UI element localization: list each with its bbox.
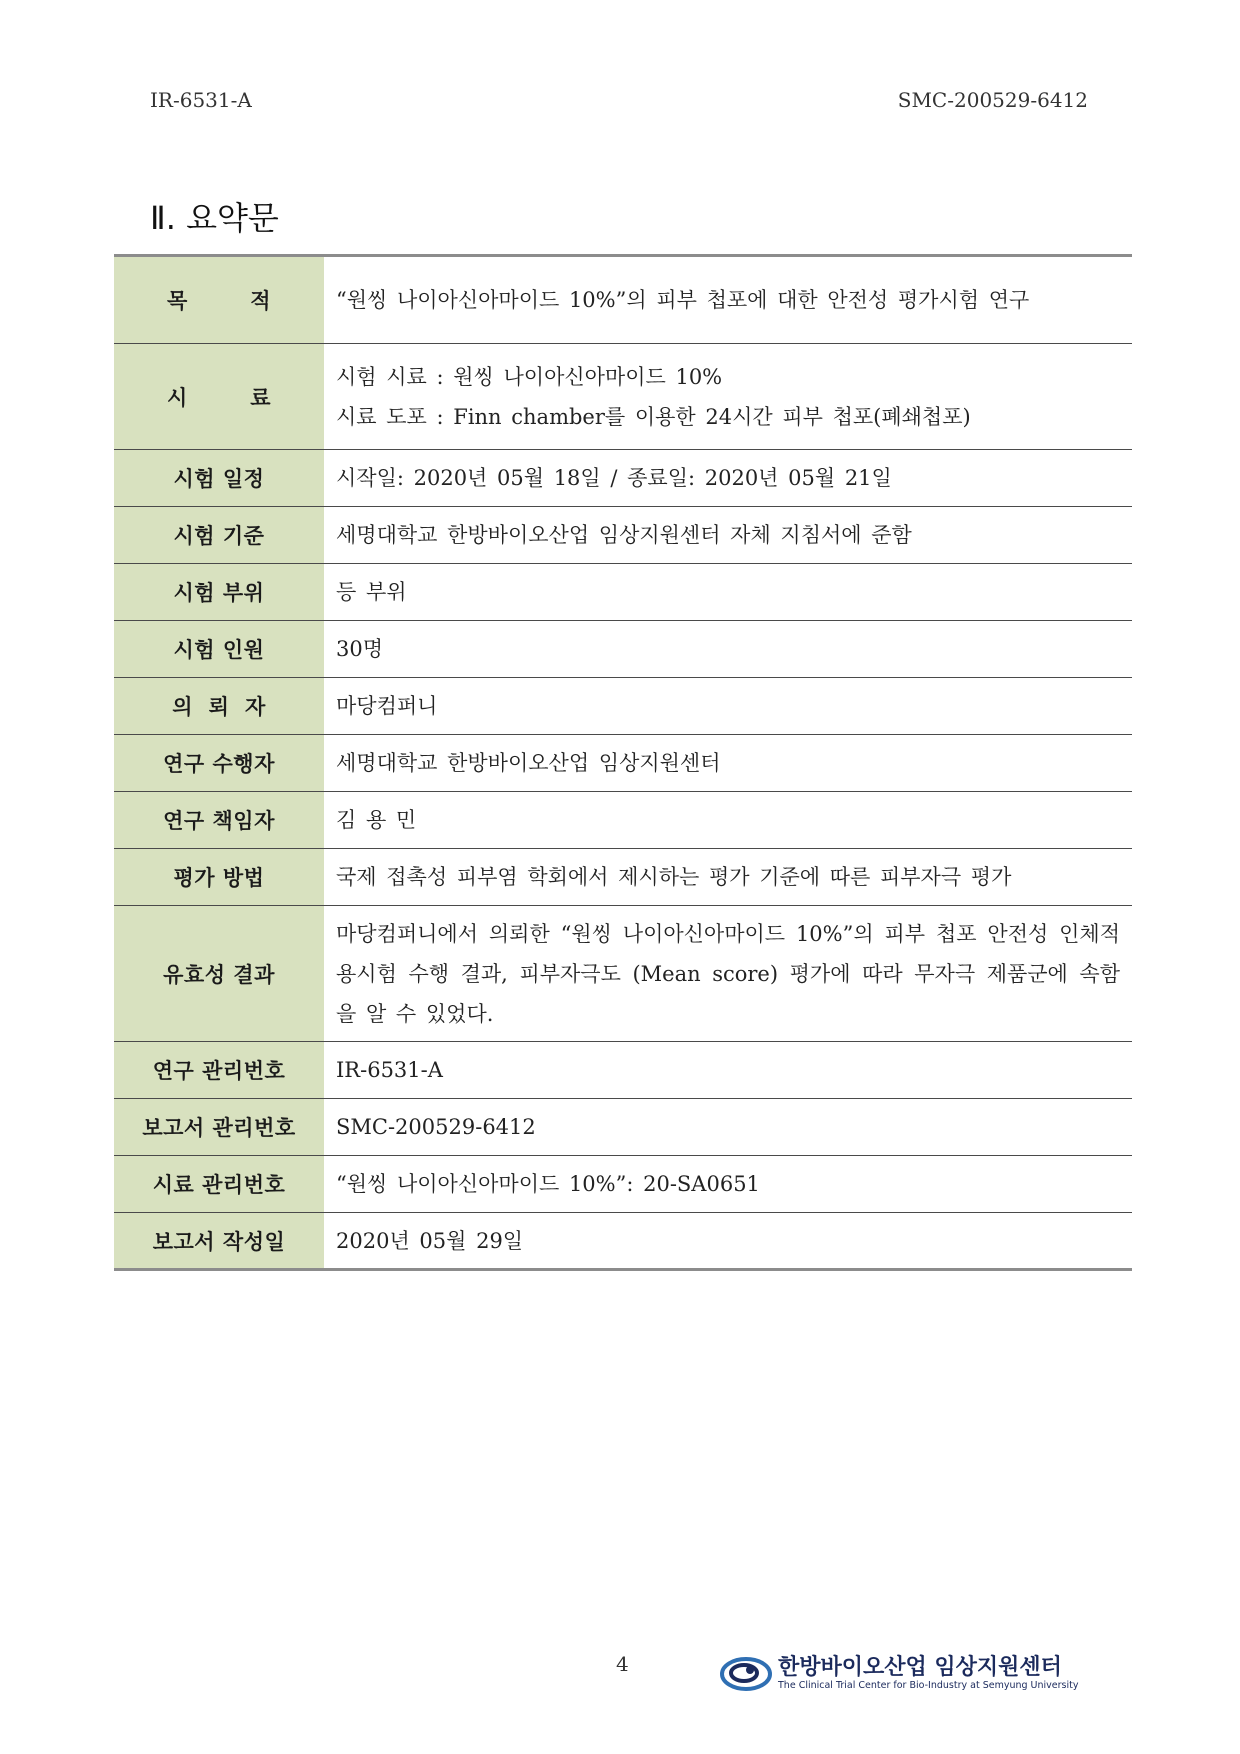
row-value-line: 시작일: 2020년 05월 18일 / 종료일: 2020년 05월 21일	[336, 466, 892, 490]
document-number: SMC-200529-6412	[897, 88, 1088, 112]
summary-row	[114, 1042, 1132, 1099]
row-value	[324, 621, 1132, 678]
row-value	[324, 1099, 1132, 1156]
summary-row	[114, 564, 1132, 621]
row-value-line: “원씽 나이아신아마이드 10%”의 피부 첩포에 대한 안전성 평가시험 연구	[336, 288, 1030, 312]
logo-korean-text: 한방바이오산업 임상지원센터	[778, 1655, 1062, 1680]
row-value-line: 마당컴퍼니	[336, 694, 438, 718]
row-label: 연구 관리번호	[114, 1042, 324, 1099]
row-value-line: 30명	[336, 637, 384, 661]
row-value	[324, 450, 1132, 507]
summary-row	[114, 1213, 1132, 1270]
row-value-line: 세명대학교 한방바이오산업 임상지원센터 자체 지침서에 준함	[336, 523, 912, 547]
summary-row	[114, 1156, 1132, 1213]
summary-row	[114, 450, 1132, 507]
section-title: Ⅱ. 요약문	[150, 199, 279, 237]
row-label: 시험 일정	[114, 450, 324, 507]
summary-row	[114, 735, 1132, 792]
summary-row	[114, 1099, 1132, 1156]
row-value-line: 시험 시료 : 원씽 나이아신아마이드 10%	[336, 364, 723, 389]
row-label: 시 료	[114, 344, 324, 450]
row-value-line: “원씽 나이아신아마이드 10%”: 20-SA0651	[336, 1172, 760, 1196]
row-value-line: 시료 도포 : Finn chamber를 이용한 24시간 피부 첩포(폐쇄첩포)	[336, 404, 971, 429]
row-value-line: 세명대학교 한방바이오산업 임상지원센터	[336, 751, 721, 775]
row-value-line: 등 부위	[336, 580, 407, 604]
summary-row	[114, 256, 1132, 344]
row-label: 의 뢰 자	[114, 678, 324, 735]
row-value-line: SMC-200529-6412	[336, 1115, 536, 1139]
row-value	[324, 564, 1132, 621]
row-label: 유효성 결과	[114, 906, 324, 1042]
row-value	[324, 256, 1132, 344]
row-value-line: 2020년 05월 29일	[336, 1228, 524, 1253]
page-number: 4	[616, 1652, 629, 1676]
row-label: 보고서 작성일	[114, 1213, 324, 1270]
row-value	[324, 735, 1132, 792]
summary-row	[114, 507, 1132, 564]
row-label: 목 적	[114, 256, 324, 344]
row-value	[324, 849, 1132, 906]
row-label: 시험 부위	[114, 564, 324, 621]
report-id: IR-6531-A	[150, 88, 252, 112]
row-value	[324, 678, 1132, 735]
summary-row	[114, 849, 1132, 906]
row-value-line: 김 용 민	[336, 808, 417, 832]
summary-row	[114, 678, 1132, 735]
row-label: 보고서 관리번호	[114, 1099, 324, 1156]
row-label: 시험 인원	[114, 621, 324, 678]
row-label: 시료 관리번호	[114, 1156, 324, 1213]
row-label: 평가 방법	[114, 849, 324, 906]
row-value	[324, 507, 1132, 564]
row-value	[324, 906, 1132, 1042]
summary-row	[114, 621, 1132, 678]
logo-english-text: The Clinical Trial Center for Bio-Industry at Semyung University	[778, 1680, 1079, 1691]
row-value	[324, 792, 1132, 849]
row-label: 연구 수행자	[114, 735, 324, 792]
row-value	[324, 344, 1132, 450]
center-logo	[720, 1650, 1079, 1700]
row-value	[324, 1213, 1132, 1270]
row-value	[324, 1042, 1132, 1099]
row-value-line: 마당컴퍼니에서 의뢰한 “원씽 나이아신아마이드 10%”의 피부 첩포 안전성 인체적용시험 수행 결과, 피부자극도 (Mean score) 평가에 따라 무자극 제품군에 속함을 알 수 있었다.	[336, 921, 1120, 1026]
summary-row	[114, 792, 1132, 849]
row-label: 연구 책임자	[114, 792, 324, 849]
center-logo-icon	[720, 1652, 772, 1694]
row-value-line: 국제 접촉성 피부염 학회에서 제시하는 평가 기준에 따른 피부자극 평가	[336, 865, 1012, 889]
page-header	[150, 88, 1088, 116]
summary-row	[114, 344, 1132, 450]
summary-table	[114, 254, 1132, 1271]
row-value-line: IR-6531-A	[336, 1058, 443, 1082]
row-label: 시험 기준	[114, 507, 324, 564]
summary-row	[114, 906, 1132, 1042]
row-value	[324, 1156, 1132, 1213]
